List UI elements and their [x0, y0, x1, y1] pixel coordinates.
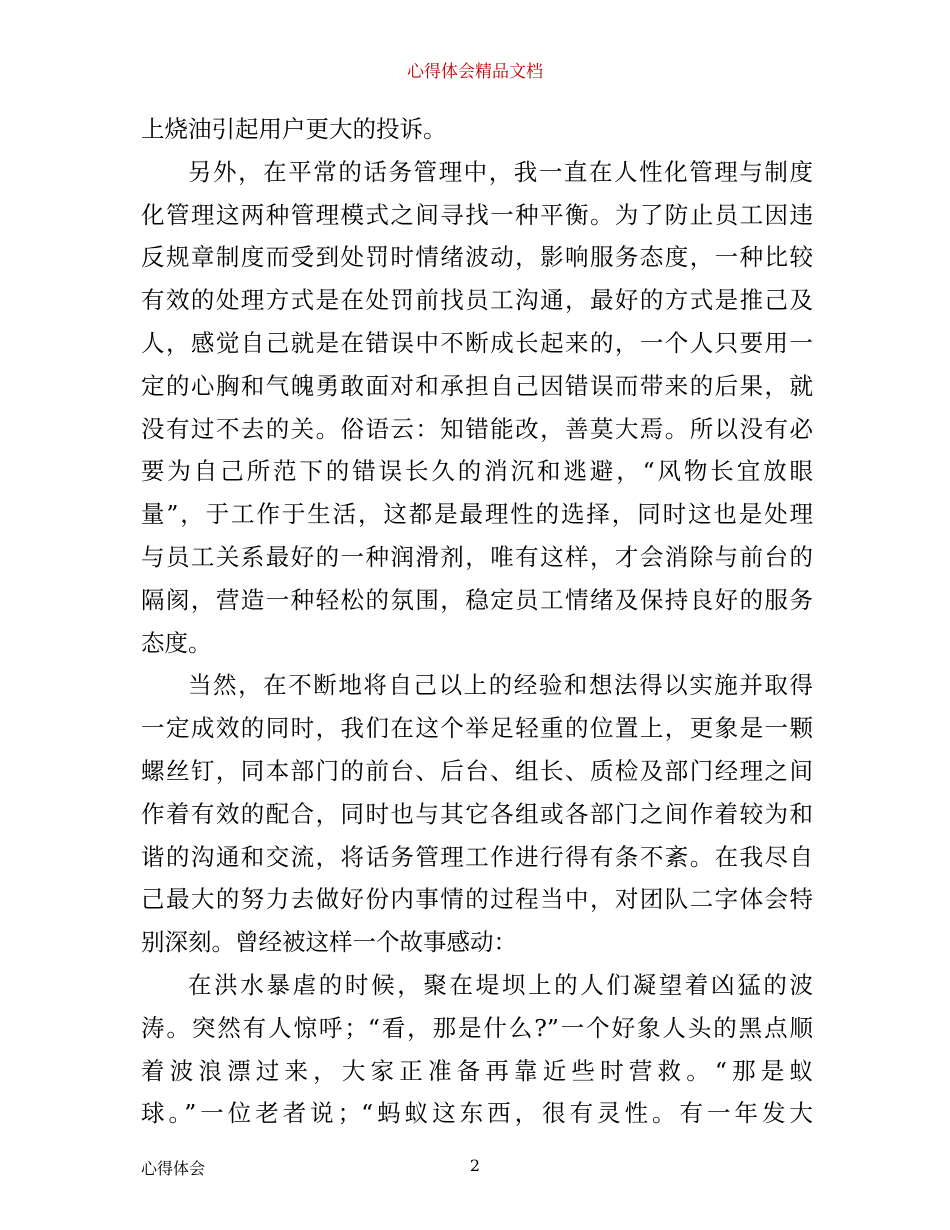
- text-line: 作着有效的配合，同时也与其它各组或各部门之间作着较为和: [141, 799, 813, 828]
- text-line: 在洪水暴虐的时候，聚在堤坝上的人们凝望着凶猛的波: [188, 970, 813, 999]
- text-line: 谐的沟通和交流，将话务管理工作进行得有条不紊。在我尽自: [141, 842, 813, 871]
- text-line: 隔阂，营造一种轻松的氛围，稳定员工情绪及保持良好的服务: [141, 585, 813, 614]
- text-line: 态度。: [141, 628, 212, 657]
- page-footer-label: 心得体会: [141, 1159, 206, 1178]
- text-line: 反规章制度而受到处罚时情绪波动，影响服务态度，一种比较: [141, 243, 813, 272]
- text-line: 另外，在平常的话务管理中，我一直在人性化管理与制度: [188, 157, 813, 186]
- text-line: 人，感觉自己就是在错误中不断成长起来的，一个人只要用一: [141, 328, 813, 357]
- text-line: 定的心胸和气魄勇敢面对和承担自己因错误而带来的后果，就: [141, 371, 813, 400]
- page-number: 2: [469, 1156, 481, 1175]
- text-line: 要为自己所范下的错误长久的消沉和逃避，“风物长宜放眼: [141, 457, 813, 486]
- text-line: 量”，于工作于生活，这都是最理性的选择，同时这也是处理: [141, 500, 813, 529]
- document-body: [141, 108, 813, 1135]
- text-line: 别深刻。曾经被这样一个故事感动：: [141, 928, 517, 957]
- text-line: 化管理这两种管理模式之间寻找一种平衡。为了防止员工因违: [141, 200, 813, 229]
- text-line: 着波浪漂过来，大家正准备再靠近些时营救。“那是蚁: [141, 1056, 813, 1085]
- text-line: 己最大的努力去做好份内事情的过程当中，对团队二字体会特: [141, 885, 813, 914]
- text-line: 一定成效的同时，我们在这个举足轻重的位置上，更象是一颗: [141, 714, 813, 743]
- text-line: 涛。突然有人惊呼；“看，那是什么?”一个好象人头的黑点顺: [141, 1013, 813, 1042]
- text-line: 当然，在不断地将自己以上的经验和想法得以实施并取得: [188, 671, 813, 700]
- text-line: 有效的处理方式是在处罚前找员工沟通，最好的方式是推己及: [141, 286, 813, 315]
- text-line: 上烧油引起用户更大的投诉。: [141, 115, 447, 143]
- text-line: 球。”一位老者说；“蚂蚁这东西，很有灵性。有一年发大: [141, 1099, 813, 1128]
- text-line: 没有过不去的关。俗语云：知错能改，善莫大焉。所以没有必: [141, 414, 813, 443]
- text-line: 与员工关系最好的一种润滑剂，唯有这样，才会消除与前台的: [141, 542, 813, 571]
- page-header-title: 心得体会精品文档: [407, 62, 543, 82]
- text-line: 螺丝钉，同本部门的前台、后台、组长、质检及部门经理之间: [141, 756, 813, 785]
